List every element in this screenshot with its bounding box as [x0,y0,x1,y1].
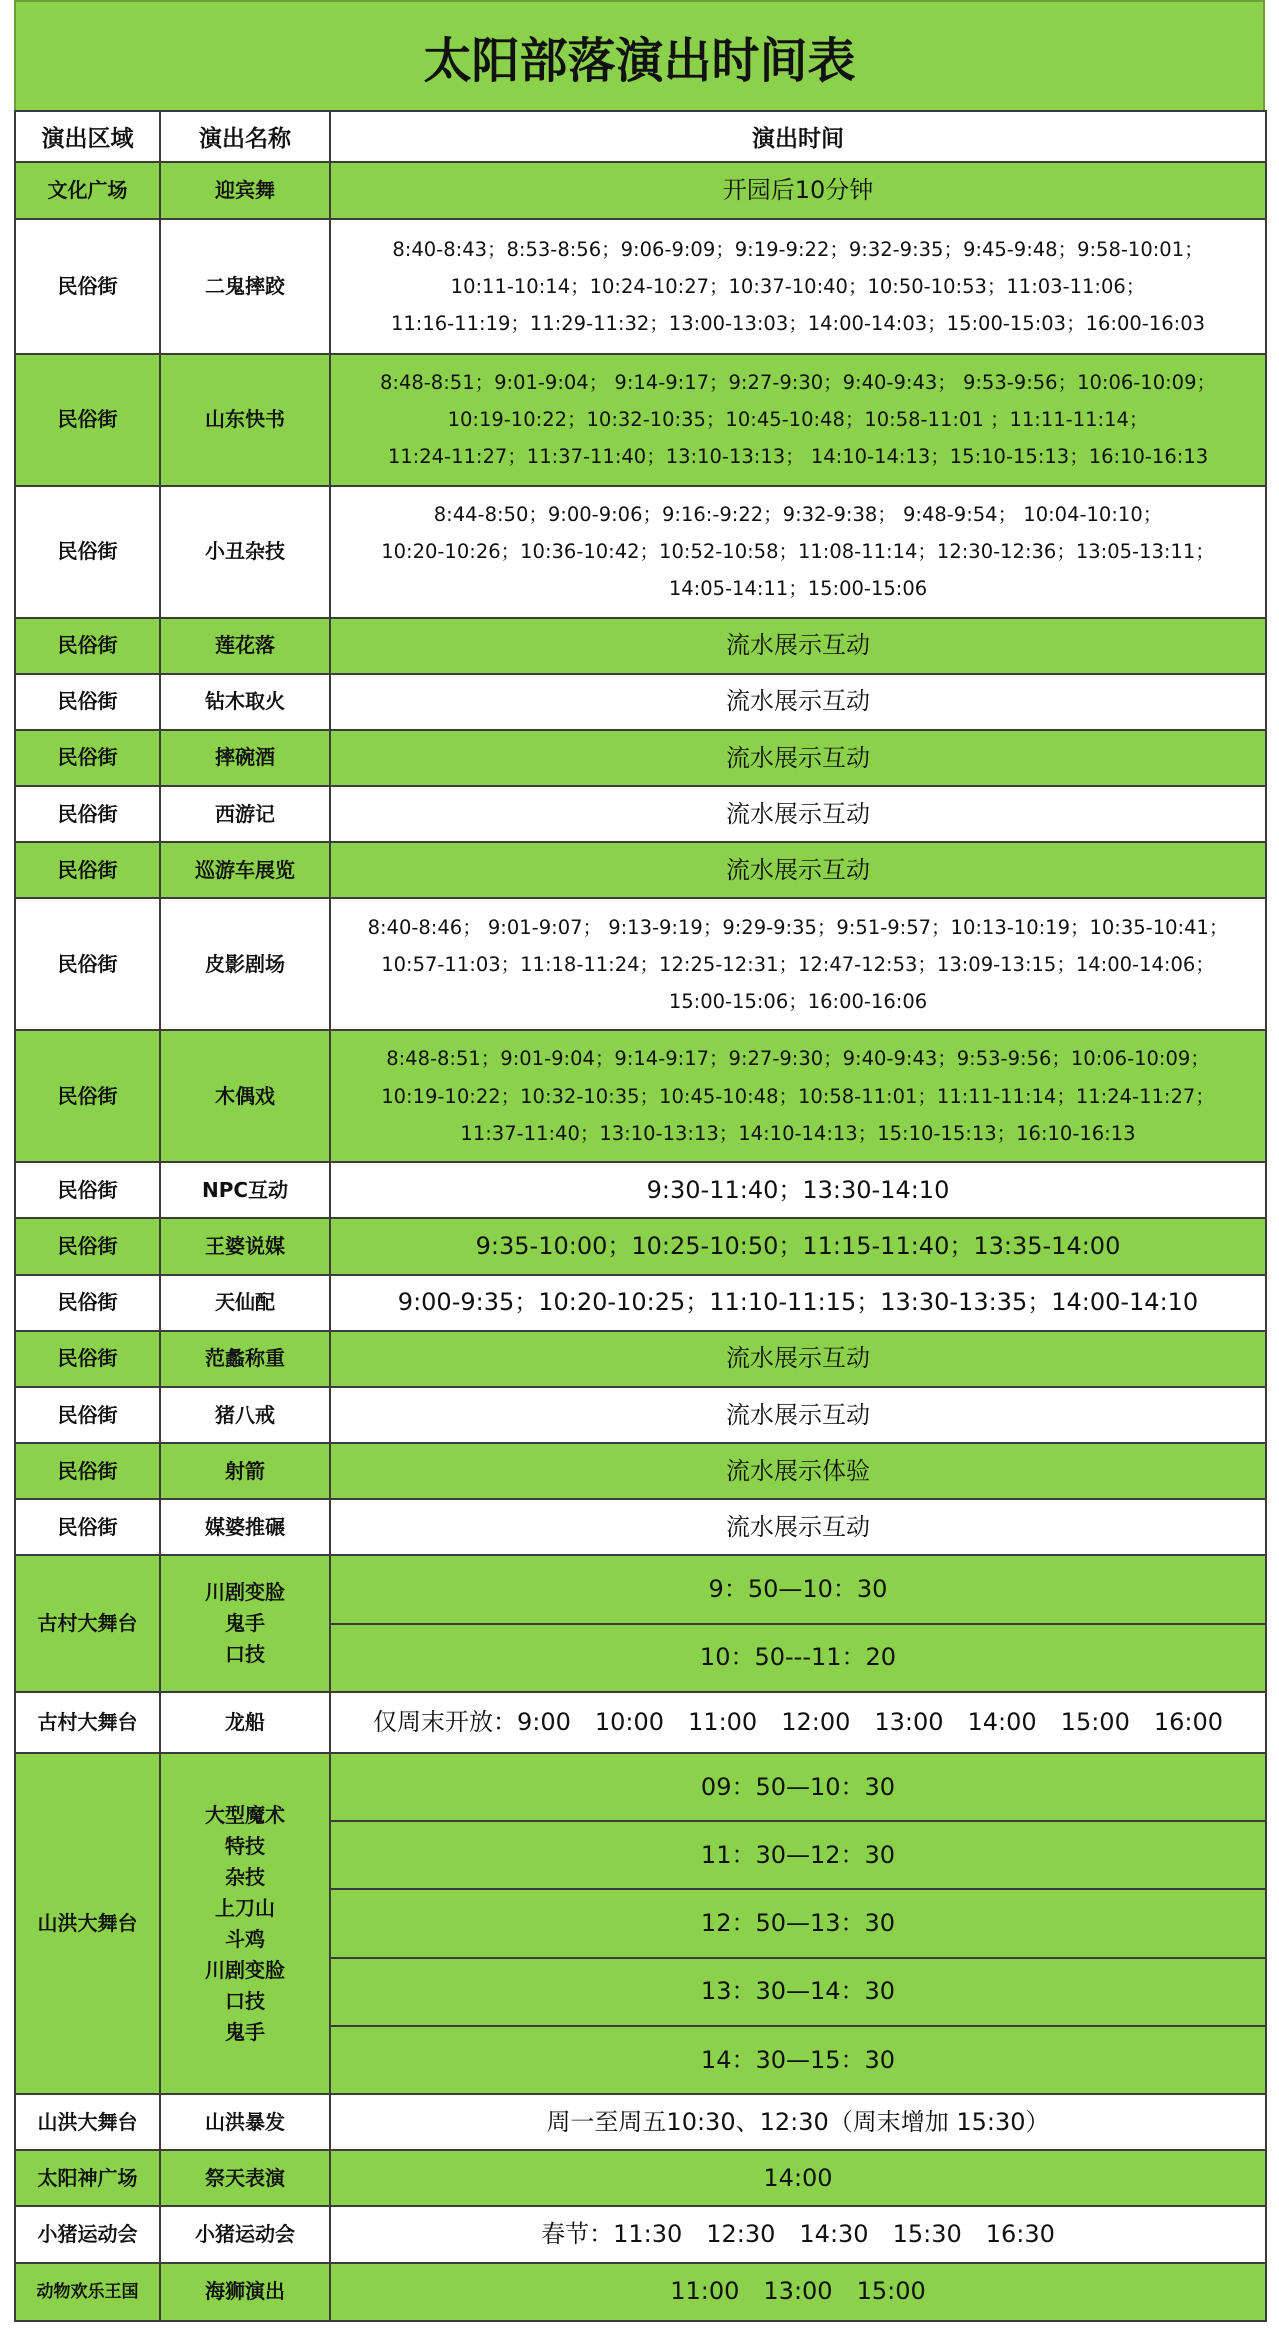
table-row [15,1692,1266,1753]
row-time: 周一至周五10:30、12:30（周末增加 15:30） [330,2094,1266,2150]
row-name: 山洪暴发 [160,2094,330,2150]
table-row [15,618,1266,674]
row-time: 8:40-8:43；8:53-8:56；9:06-9:09；9:19-9:22；9:32-9:35；9:45-9:48；9:58-10:01； 10:11-10:14；10:24-10:27；10:37-10:40；10:50-10:53；11:03-11:06； 11:16-11:19；11:29-11:32；13:00-13:03；14:00-14:03；15:00-15:03；16:00-16:03 [330,219,1266,353]
row-name: 小丑杂技 [160,486,330,617]
row-time: 11:00 13:00 15:00 [330,2263,1266,2321]
table-row [15,898,1266,1029]
row-time: 流水展示互动 [330,674,1266,730]
row-name: 射箭 [160,1443,330,1499]
row-area: 民俗街 [15,730,160,786]
row-name: 二鬼摔跤 [160,219,330,353]
row-area: 山洪大舞台 [15,1753,160,2094]
row-time: 11：30—12：30 [330,1821,1266,1889]
row-name: NPC互动 [160,1162,330,1218]
row-name: 摔碗酒 [160,730,330,786]
row-name: 莲花落 [160,618,330,674]
row-name: 范蠡称重 [160,1331,330,1387]
row-name: 皮影剧场 [160,898,330,1029]
row-name: 川剧变脸 鬼手 口技 [160,1555,330,1691]
row-name: 王婆说媒 [160,1218,330,1274]
table-row [15,1030,1266,1162]
row-time: 9：50—10：30 [330,1555,1266,1623]
table-row [15,2263,1266,2321]
row-time: 流水展示互动 [330,1387,1266,1443]
row-name: 媒婆推碾 [160,1499,330,1555]
row-area: 文化广场 [15,162,160,219]
row-time: 9:00-9:35；10:20-10:25；11:10-11:15；13:30-13:35；14:00-14:10 [330,1275,1266,1331]
row-time: 10：50---11：20 [330,1624,1266,1692]
row-area: 山洪大舞台 [15,2094,160,2150]
row-time: 8:40-8:46； 9:01-9:07； 9:13-9:19；9:29-9:35；9:51-9:57；10:13-10:19；10:35-10:41； 10:57-11:03；11:18-11:24；12:25-12:31；12:47-12:53；13:09-13:15；14:00-14:06； 15:00-15:06；16:00-16:06 [330,898,1266,1029]
row-area: 民俗街 [15,1499,160,1555]
row-name: 天仙配 [160,1275,330,1331]
header-time: 演出时间 [330,111,1266,162]
row-time: 9:35-10:00；10:25-10:50；11:15-11:40；13:35-14:00 [330,1218,1266,1274]
row-area: 民俗街 [15,1331,160,1387]
row-area: 民俗街 [15,1443,160,1499]
row-area: 民俗街 [15,486,160,617]
table-row [15,842,1266,898]
row-name: 钻木取火 [160,674,330,730]
row-area: 民俗街 [15,1030,160,1162]
table-row [15,1162,1266,1218]
row-area: 动物欢乐王国 [15,2263,160,2321]
table-row [15,1218,1266,1274]
table-row [15,730,1266,786]
row-name: 大型魔术 特技 杂技 上刀山 斗鸡 川剧变脸 口技 鬼手 [160,1753,330,2094]
table-row [15,219,1266,353]
row-name: 小猪运动会 [160,2206,330,2262]
table-row [15,1443,1266,1499]
row-time: 8:48-8:51；9:01-9:04；9:14-9:17；9:27-9:30；9:40-9:43；9:53-9:56；10:06-10:09； 10:19-10:22；10:32-10:35；10:45-10:48；10:58-11:01；11:11-11:14；11:24-11:27； 11:37-11:40；13:10-13:13；14:10-14:13；15:10-15:13；16:10-16:13 [330,1030,1266,1162]
row-time: 8:44-8:50；9:00-9:06；9:16:-9:22；9:32-9:38； 9:48-9:54； 10:04-10:10； 10:20-10:26；10:36-10:42；10:52-10:58；11:08-11:14；12:30-12:36；13:05-13:11； 14:05-14:11；15:00-15:06 [330,486,1266,617]
row-name: 木偶戏 [160,1030,330,1162]
header-name: 演出名称 [160,111,330,162]
row-time: 开园后10分钟 [330,162,1266,219]
row-area: 太阳神广场 [15,2150,160,2206]
row-time: 12：50—13：30 [330,1889,1266,1957]
header-area: 演出区域 [15,111,160,162]
row-area: 民俗街 [15,842,160,898]
row-area: 民俗街 [15,354,160,486]
row-time: 14:00 [330,2150,1266,2206]
table-row [15,674,1266,730]
row-time: 流水展示互动 [330,1331,1266,1387]
row-area: 民俗街 [15,1275,160,1331]
table-row [15,1387,1266,1443]
row-area: 民俗街 [15,1387,160,1443]
table-row [15,162,1266,219]
row-name: 海狮演出 [160,2263,330,2321]
row-time: 流水展示互动 [330,786,1266,842]
row-time: 09：50—10：30 [330,1753,1266,1821]
row-name: 巡游车展览 [160,842,330,898]
page-title: 太阳部落演出时间表 [14,0,1265,112]
row-name: 山东快书 [160,354,330,486]
row-name: 迎宾舞 [160,162,330,219]
row-area: 民俗街 [15,1218,160,1274]
row-area: 古村大舞台 [15,1692,160,1753]
table-row [15,786,1266,842]
row-time: 仅周末开放：9:00 10:00 11:00 12:00 13:00 14:00 15:00 16:00 [330,1692,1266,1753]
row-name: 龙船 [160,1692,330,1753]
table-row [15,1753,1266,1821]
row-area: 民俗街 [15,618,160,674]
row-area: 民俗街 [15,898,160,1029]
row-time: 流水展示互动 [330,730,1266,786]
row-time: 9:30-11:40；13:30-14:10 [330,1162,1266,1218]
row-time: 流水展示体验 [330,1443,1266,1499]
header-row [15,111,1266,162]
row-time: 8:48-8:51；9:01-9:04； 9:14-9:17；9:27-9:30；9:40-9:43； 9:53-9:56；10:06-10:09； 10:19-10:22；10:32-10:35；10:45-10:48；10:58-11:01 ；11:11-11:14； 11:24-11:27；11:37-11:40；13:10-13:13； 14:10-14:13；15:10-15:13；16:10-16:13 [330,354,1266,486]
row-time: 流水展示互动 [330,1499,1266,1555]
table-row [15,1555,1266,1623]
schedule-table [14,110,1267,2322]
row-area: 民俗街 [15,674,160,730]
row-area: 民俗街 [15,786,160,842]
table-row [15,2206,1266,2262]
row-time: 14：30—15：30 [330,2026,1266,2094]
row-area: 古村大舞台 [15,1555,160,1691]
row-name: 猪八戒 [160,1387,330,1443]
table-row [15,1275,1266,1331]
row-area: 民俗街 [15,219,160,353]
row-area: 民俗街 [15,1162,160,1218]
row-name: 西游记 [160,786,330,842]
table-row [15,486,1266,617]
row-name: 祭天表演 [160,2150,330,2206]
row-time: 流水展示互动 [330,618,1266,674]
row-area: 小猪运动会 [15,2206,160,2262]
table-row [15,1499,1266,1555]
table-row [15,1331,1266,1387]
table-row [15,354,1266,486]
table-row [15,2094,1266,2150]
row-time: 流水展示互动 [330,842,1266,898]
row-time: 春节：11:30 12:30 14:30 15:30 16:30 [330,2206,1266,2262]
table-row [15,2150,1266,2206]
row-time: 13：30—14：30 [330,1958,1266,2026]
